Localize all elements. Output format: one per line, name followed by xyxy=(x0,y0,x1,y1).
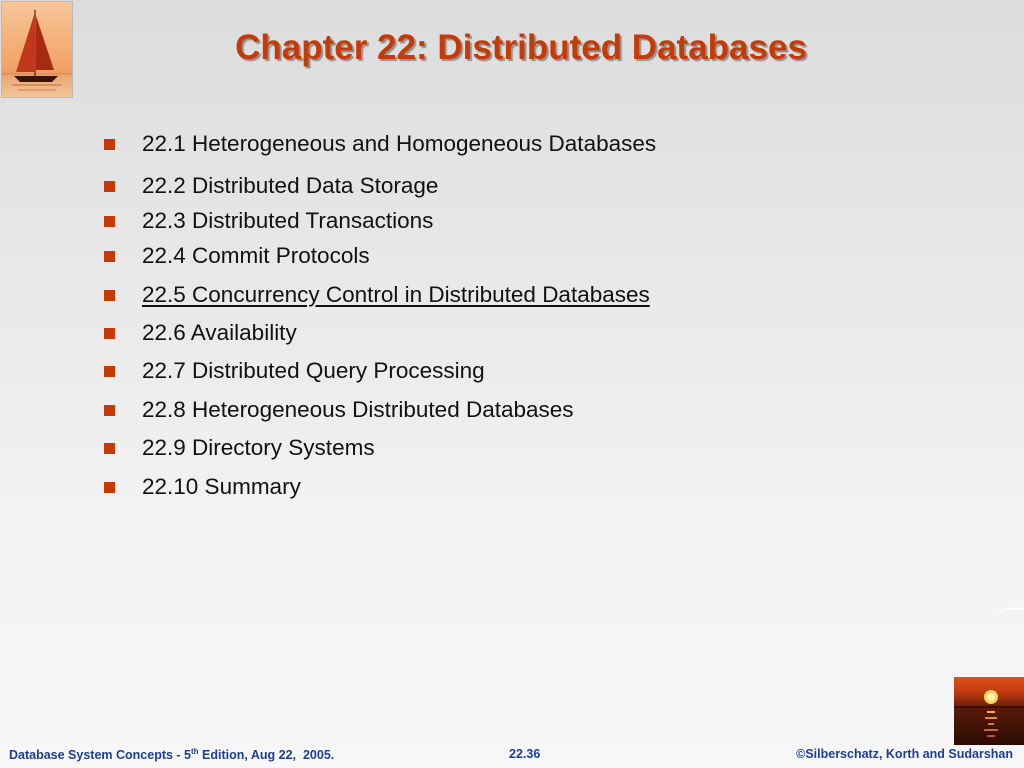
square-bullet-icon xyxy=(104,181,115,192)
list-item xyxy=(104,207,433,235)
list-item xyxy=(104,172,438,200)
footer-copyright: ©Silberschatz, Korth and Sudarshan xyxy=(796,747,1013,761)
list-item-label: 22.8 Heterogeneous Distributed Databases xyxy=(142,397,574,422)
square-bullet-icon xyxy=(104,139,115,150)
square-bullet-icon xyxy=(104,290,115,301)
square-bullet-icon xyxy=(104,482,115,493)
list-item xyxy=(104,357,485,385)
list-item xyxy=(104,473,301,501)
list-item-label: 22.6 Availability xyxy=(142,320,297,345)
list-item xyxy=(104,281,650,309)
square-bullet-icon xyxy=(104,328,115,339)
square-bullet-icon xyxy=(104,443,115,454)
slide-title: Chapter 22: Distributed Databases xyxy=(235,28,807,67)
footer-page-number: 22.36 xyxy=(509,747,541,761)
square-bullet-icon xyxy=(104,405,115,416)
list-item-label: 22.1 Heterogeneous and Homogeneous Databases xyxy=(142,131,657,156)
list-item-label: 22.4 Commit Protocols xyxy=(142,243,370,268)
list-item xyxy=(104,130,656,158)
list-item-label: 22.7 Distributed Query Processing xyxy=(142,358,485,383)
list-item-label: 22.3 Distributed Transactions xyxy=(142,208,434,233)
list-item xyxy=(104,396,574,424)
list-item xyxy=(104,319,297,347)
swoosh-decoration-icon xyxy=(996,606,1024,614)
list-item-label: 22.10 Summary xyxy=(142,474,301,499)
list-item-label: 22.2 Distributed Data Storage xyxy=(142,173,439,198)
list-item xyxy=(104,434,375,462)
footer-book-info: Database System Concepts - 5th Edition, Aug 22, 2005. xyxy=(9,747,335,762)
sunset-image-icon xyxy=(954,677,1024,745)
list-item-link[interactable]: 22.5 Concurrency Control in Distributed Databases xyxy=(142,282,650,307)
list-item-label: 22.9 Directory Systems xyxy=(142,435,375,460)
square-bullet-icon xyxy=(104,366,115,377)
square-bullet-icon xyxy=(104,251,115,262)
list-item xyxy=(104,242,370,270)
square-bullet-icon xyxy=(104,216,115,227)
